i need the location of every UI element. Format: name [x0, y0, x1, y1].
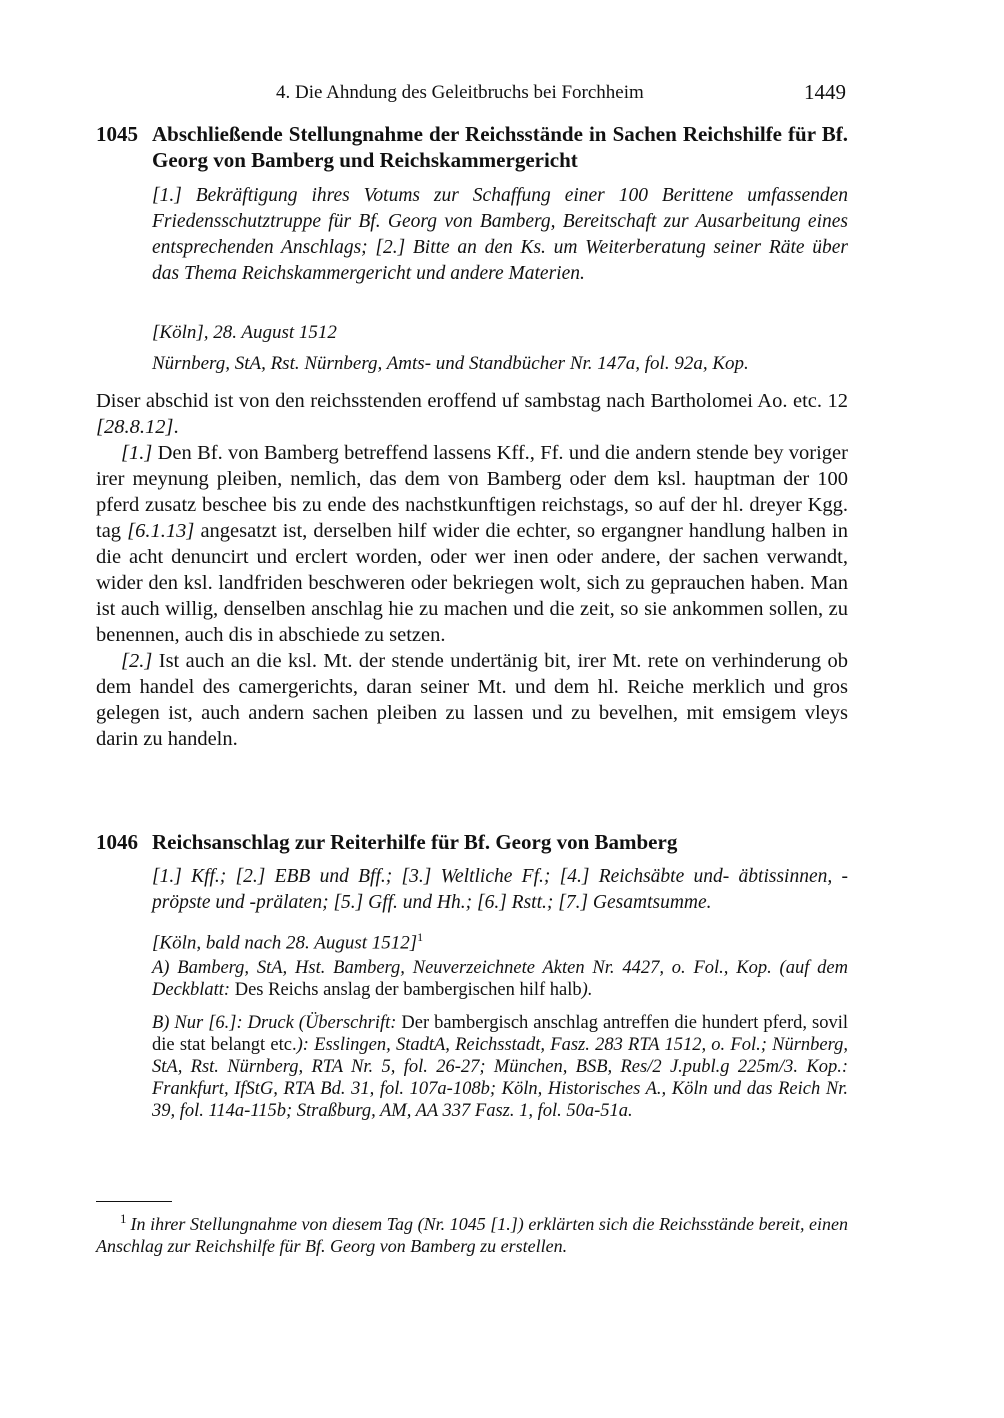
document-heading-1046	[96, 829, 848, 855]
footnote-mark: 1	[120, 1211, 127, 1226]
footnote-rule	[96, 1201, 172, 1202]
document-title: Reichsanschlag zur Reiterhilfe für Bf. Georg von Bamberg	[152, 830, 678, 854]
source-a	[152, 957, 848, 1001]
document-summary: [1.] Bekräftigung ihres Votums zur Schaffung einer 100 Berittene umfassenden Friedensschutztruppe für Bf. Georg von Bamberg, Bereitschaft zur Ausarbeitung eines entsprechenden Anschlags; [2.] Bitte an den Ks. um Weiterberatung seiner Räte über das Thema Reichskammergericht und andere Materien.	[152, 185, 848, 284]
source-text: ).	[581, 980, 593, 1000]
paragraph-2	[96, 648, 848, 752]
intro-date: [28.8.12]	[96, 416, 174, 438]
running-head-title: 4. Die Ahndung des Geleitbruchs bei Forchheim	[276, 82, 644, 103]
footnote-reference[interactable]: 1	[417, 930, 424, 944]
source-quote: Des Reichs anslag der bambergischen hilf halb	[234, 980, 582, 1000]
intro-end: .	[173, 416, 179, 438]
paragraph-text: angesatzt ist, derselben hilf wider die echter, so ergangner handlung halben in die acht denuncirt und erclert worden, oder wer inen oder andere, der sachen verwandt, wider den ksl. landfriden beschweren oder bekriegen wolt, sich zu geprauchen haben. Man ist auch willig, denselben anschlag hie zu machen und die zeit, so sie ankommen sollen, zu benennen, auch dis in abschiede zu setzen.	[96, 520, 848, 646]
page-number: 1449	[804, 80, 846, 104]
footnote-text: In ihrer Stellungnahme von diesem Tag (Nr. 1045 [1.]) erklärten sich die Reichsstände bereit, einen Anschlag zur Reichshilfe für Bf. Georg von Bamberg zu erstellen.	[96, 1214, 848, 1256]
intro-paragraph	[96, 388, 848, 440]
paragraph-date: [6.1.13]	[127, 520, 195, 542]
source-text: ): Esslingen, StadtA, Reichsstadt, Fasz. 283 RTA 1512, o. Fol.; Nürnberg, StA, Rst. Nürnberg, RTA Nr. 5, fol. 26-27; München, BSB, Res/2 J.publ.g 225m/3. Kop.: Frankfurt, IfStG, RTA Bd. 31, fol. 107a-108b; Köln, Historisches A., Köln und das Reich Nr. 39, fol. 114a-115b; Straßburg, AM, AA 337 Fasz. 1, fol. 50a-51a.	[152, 1035, 848, 1121]
paragraph-marker: [1.]	[121, 442, 153, 464]
paragraph-text: Den Bf. von Bamberg betreffend lassens Kff., Ff. und die andern stende bey voriger irer meynung pleiben, nemlich, das dem von Bamberg oder dem ksl. hauptman der 100 pferd zusatz beschee bis zu ende des nachstkunftigen reichstags, so auf der hl. dreyer Kgg. tag	[96, 442, 848, 542]
document-date: [Köln], 28. August 1512	[152, 322, 337, 343]
source-text: B) Nur [6.]: Druck (Überschrift:	[152, 1013, 402, 1033]
date-text: [Köln, bald nach 28. August 1512]	[152, 932, 418, 954]
source-b	[152, 1012, 848, 1122]
paragraph-1	[96, 440, 848, 648]
source-text: A) Bamberg, StA, Hst. Bamberg, Neuverzeichnete Akten Nr. 4427, o. Fol., Kop. (auf dem Deckblatt:	[152, 958, 848, 1000]
paragraph-text: Ist auch an die ksl. Mt. der stende undertänig bit, irer Mt. rete on verhinderung ob dem handel des camergerichts, daran seiner Mt. und dem hl. Reiche merklich und gros gelegen ist, auch andern sachen pleiben zu lassen und zu bevelhen, mit emsigem vleys darin zu handeln.	[96, 650, 848, 750]
document-number: 1046	[96, 830, 138, 854]
document-summary: [1.] Kff.; [2.] EBB und Bff.; [3.] Weltliche Ff.; [4.] Reichsäbte und- äbtissinnen, -pröpste und -prälaten; [5.] Gff. und Hh.; [6.] Rstt.; [7.] Gesamtsumme.	[152, 866, 848, 913]
paragraph-marker: [2.]	[121, 650, 153, 672]
document-number: 1045	[96, 122, 138, 146]
document-heading-1045	[96, 121, 848, 173]
running-head	[96, 80, 846, 106]
document-date	[152, 925, 848, 955]
document-title: Abschließende Stellungnahme der Reichsstände in Sachen Reichshilfe für Bf. Georg von Bamberg und Reichskammergericht	[152, 122, 848, 172]
document-source: Nürnberg, StA, Rst. Nürnberg, Amts- und Standbücher Nr. 147a, fol. 92a, Kop.	[152, 353, 749, 374]
source-quote: Der bambergisch anschlag antreffen die hundert pferd, sovil die stat belangt etc.	[152, 1013, 848, 1055]
document-text	[96, 388, 848, 752]
footnote	[96, 1208, 848, 1257]
intro-text: Diser abschid ist von den reichsstenden eroffend uf sambstag nach Bartholomei Ao. etc. 12	[96, 390, 848, 412]
